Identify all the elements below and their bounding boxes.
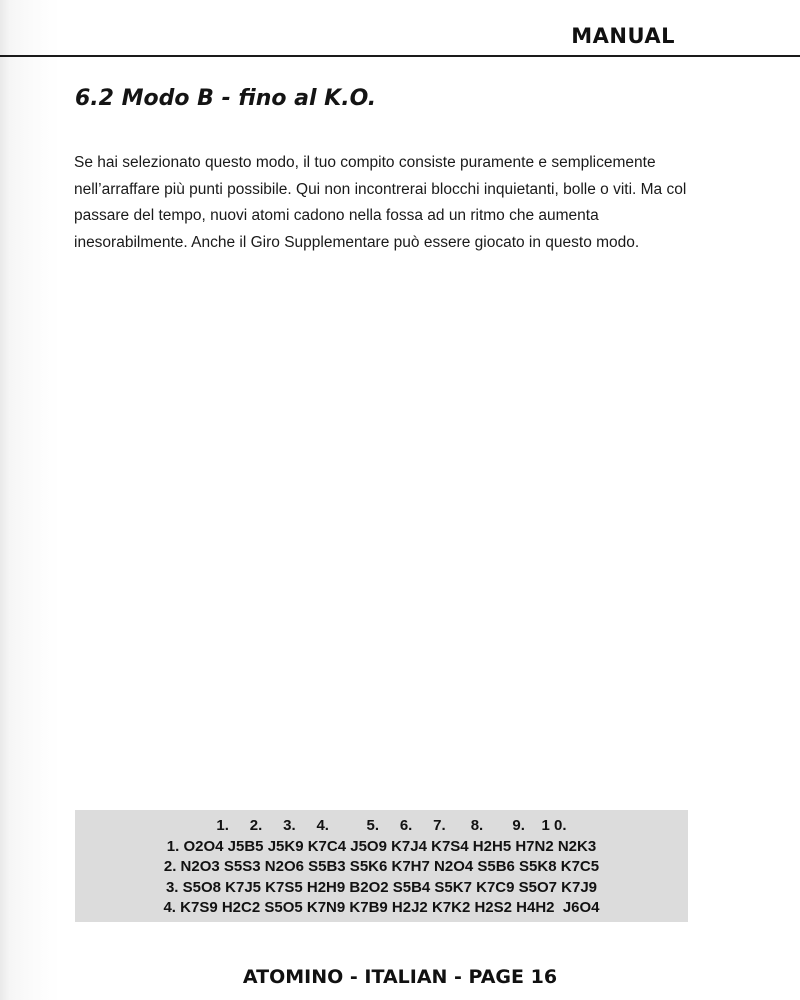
page-header-title: MANUAL	[571, 24, 675, 48]
code-table	[75, 810, 688, 922]
page-footer: ATOMINO - ITALIAN - PAGE 16	[242, 966, 558, 988]
header-divider	[0, 55, 800, 57]
code-table-row: 2. N2O3 S5S3 N2O6 S5B3 S5K6 K7H7 N2O4 S5B6 S5K8 K7C5	[163, 858, 600, 875]
code-lines	[75, 816, 688, 919]
section-heading: 6.2 Modo B - fino al K.O.	[75, 86, 377, 111]
code-table-row: 3. S5O8 K7J5 K7S5 H2H9 B2O2 S5B4 S5K7 K7C9 S5O7 K7J9	[165, 878, 598, 896]
code-table-row: 1. O2O4 J5B5 J5K9 K7C4 J5O9 K7J4 K7S4 H2H5 H7N2 N2K3	[166, 837, 597, 855]
code-table-row: 4. K7S9 H2C2 S5O5 K7N9 K7B9 H2J2 K7K2 H2S2 H4H2 J6O4	[163, 899, 600, 916]
section-paragraph: Se hai selezionato questo modo, il tuo compito consiste puramente e semplicemente nell’arraffare più punti possibile. Qui non incontrerai blocchi inquietanti, bolle o viti. Ma col passare del tempo, nuovi atomi cadono nella fossa ad un ritmo che aumenta inesorabilmente. Anche il Giro Supplementare può essere giocato in questo modo.	[74, 154, 687, 251]
code-table-column-header: 1. 2. 3. 4. 5. 6. 7. 8. 9. 1 0.	[216, 817, 567, 834]
